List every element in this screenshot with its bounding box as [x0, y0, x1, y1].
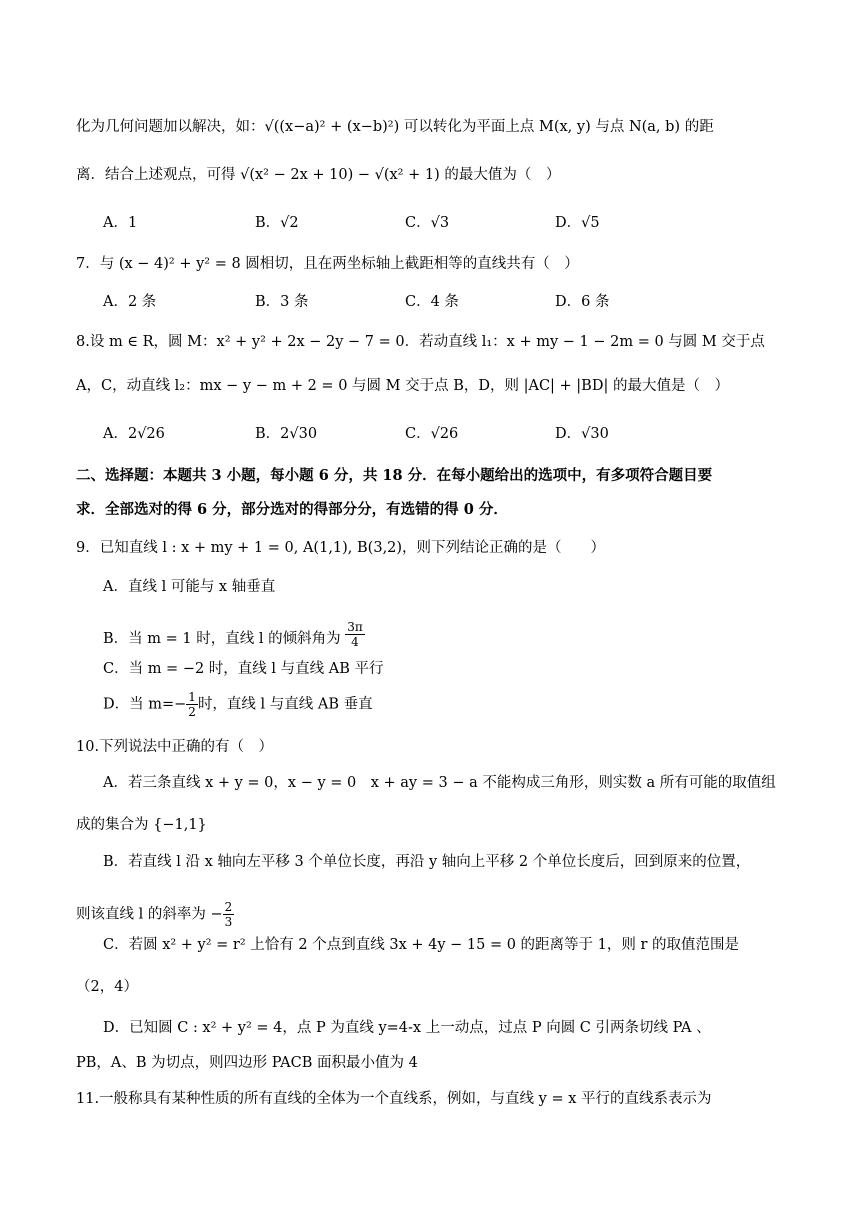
fraction-numerator: 1 — [188, 690, 196, 704]
fraction-denominator: 4 — [351, 635, 359, 649]
section-2-heading-line1: 二、选择题：本题共 3 小题，每小题 6 分，共 18 分．在每小题给出的选项中，有多项符合题目要 — [76, 467, 713, 484]
fraction-denominator: 3 — [224, 915, 233, 929]
q9-option-d — [103, 690, 373, 719]
q10-option-b-line1: B．若直线 l 沿 x 轴向左平移 3 个单位长度，再沿 y 轴向上平移 2 个单位长度后，回到原来的位置， — [103, 854, 751, 870]
q10-option-a-line2: 成的集合为 {−1,1} — [76, 817, 207, 833]
q10-option-c-line1: C．若圆 x² + y² = r² 上恰有 2 个点到直线 3x + 4y − 15 = 0 的距离等于 1，则 r 的取值范围是 — [103, 937, 740, 953]
q10-option-b-prefix: 则该直线 l 的斜率为 − — [76, 906, 223, 923]
q10-option-b-line2 — [76, 900, 234, 929]
q9-option-d-prefix: D．当 m=− — [103, 696, 187, 713]
q10-option-d-line2: PB，A、B 为切点，则四边形 PACB 面积最小值为 4 — [76, 1055, 418, 1071]
q9-option-a: A．直线 l 可能与 x 轴垂直 — [103, 579, 276, 595]
q8-text-line2: A，C，动直线 l₂：mx − y − m + 2 = 0 与圆 M 交于点 B，D，则 |AC| + |BD| 的最大值是（ ） — [76, 378, 729, 394]
q9-option-c: C．当 m = −2 时，直线 l 与直线 AB 平行 — [103, 661, 384, 677]
q8-text-line1: 8.设 m ∈ R，圆 M：x² + y² + 2x − 2y − 7 = 0．若动直线 l₁：x + my − 1 − 2m = 0 与圆 M 交于点 — [76, 334, 765, 350]
q7-text: 7．与 (x − 4)² + y² = 8 圆相切，且在两坐标轴上截距相等的直线共有（ ） — [76, 256, 579, 272]
q8-option-c: C．√26 — [405, 426, 459, 442]
q9-option-b-fraction — [345, 620, 365, 649]
q9-option-b-text: B．当 m = 1 时，直线 l 的倾斜角为 — [103, 631, 341, 647]
q6-option-d: D．√5 — [555, 215, 600, 231]
q9-text: 9．已知直线 l : x + my + 1 = 0, A(1,1), B(3,2)，则下列结论正确的是（ ） — [76, 540, 606, 556]
q7-option-a: A．2 条 — [103, 294, 157, 310]
q9-option-b — [103, 620, 365, 649]
section-2-heading-line2: 求．全部选对的得 6 分，部分选对的得部分分，有选错的得 0 分． — [76, 501, 508, 518]
q6-option-a: A．1 — [103, 215, 138, 231]
q6-text-line2: 离．结合上述观点，可得 √(x² − 2x + 10) − √(x² + 1) 的最大值为（ ） — [76, 167, 561, 183]
q11-text: 11.一般称具有某种性质的所有直线的全体为一个直线系，例如，与直线 y = x 平行的直线系表示为 — [76, 1091, 712, 1107]
fraction-denominator: 2 — [188, 705, 196, 719]
q8-option-d: D．√30 — [555, 426, 609, 442]
q9-option-d-fraction — [186, 690, 198, 719]
q7-option-d: D．6 条 — [555, 294, 610, 310]
q9-option-d-suffix: 时，直线 l 与直线 AB 垂直 — [197, 696, 373, 713]
fraction-numerator: 2 — [224, 900, 233, 914]
q6-option-c: C．√3 — [405, 215, 450, 231]
q7-option-b: B．3 条 — [255, 294, 309, 310]
q6-text-line1: 化为几何问题加以解决，如：√((x−a)² + (x−b)²) 可以转化为平面上点 M(x, y) 与点 N(a, b) 的距 — [76, 119, 714, 135]
q10-option-b-fraction — [223, 900, 235, 929]
q10-option-d-line1: D．已知圆 C : x² + y² = 4，点 P 为直线 y=4-x 上一动点，过点 P 向圆 C 引两条切线 PA 、 — [103, 1020, 711, 1036]
q8-option-a: A．2√26 — [103, 426, 165, 442]
q6-option-b: B．√2 — [255, 215, 299, 231]
q10-option-c-line2: （2，4） — [76, 979, 138, 995]
q10-text: 10.下列说法中正确的有（ ） — [76, 739, 274, 755]
q10-option-a-line1: A．若三条直线 x + y = 0，x − y = 0 x + ay = 3 − a 不能构成三角形，则实数 a 所有可能的取值组 — [103, 775, 776, 791]
fraction-numerator: 3π — [347, 620, 363, 634]
q7-option-c: C．4 条 — [405, 294, 459, 310]
q8-option-b: B．2√30 — [255, 426, 318, 442]
